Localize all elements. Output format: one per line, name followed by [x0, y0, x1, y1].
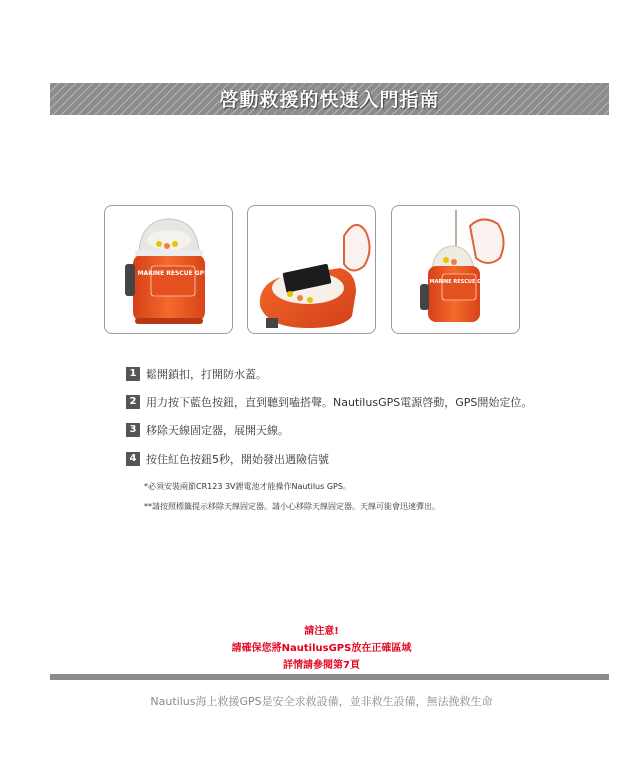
step-3 [126, 422, 289, 438]
step-2 [126, 394, 532, 410]
antenna-note: **請按照標籤提示移除天線固定器。請小心移除天線固定器。天線可能會迅速彈出。 [144, 502, 440, 511]
step-1 [126, 366, 267, 382]
step-text: 鬆開鎖扣，打開防水蓋。 [146, 368, 267, 381]
step-number: 4 [126, 452, 140, 466]
step-text: 移除天線固定器，展開天線。 [146, 424, 289, 437]
device-label: MARINE RESCUE GPS [429, 279, 489, 285]
step-text: 用力按下藍色按鈕，直到聽到嗑搭聲。NautilusGPS電源啓動，GPS開始定位。 [146, 396, 533, 409]
warning-text: 請確保您將NautilusGPS放在正確區域 [231, 643, 412, 654]
footer-disclaimer: Nautilus海上救援GPS是安全求救設備，並非救生設備，無法挽救生命 [150, 695, 493, 708]
title-banner [50, 83, 609, 115]
closed-device-photo [104, 205, 233, 334]
antenna-extended-photo [391, 205, 520, 334]
bottom-divider [50, 674, 609, 680]
device-label: MARINE RESCUE GPS [137, 270, 209, 277]
step-number: 3 [126, 423, 140, 437]
antenna-extended-illustration [392, 206, 519, 333]
warning-reference: 詳情請參閱第7頁 [283, 660, 360, 671]
open-lid-photo [247, 205, 376, 334]
closed-device-illustration [105, 206, 232, 333]
battery-note: *必須安裝兩節CR123 3V鋰電池才能操作Nautilus GPS。 [144, 482, 351, 491]
page-title: 啓動救援的快速入門指南 [219, 89, 440, 111]
step-number: 1 [126, 367, 140, 381]
step-4 [126, 451, 329, 467]
step-text: 按住紅色按鈕5秒，開始發出遇險信號 [146, 453, 329, 466]
warning-heading: 請注意! [304, 626, 339, 637]
open-lid-illustration [248, 206, 375, 333]
step-number: 2 [126, 395, 140, 409]
